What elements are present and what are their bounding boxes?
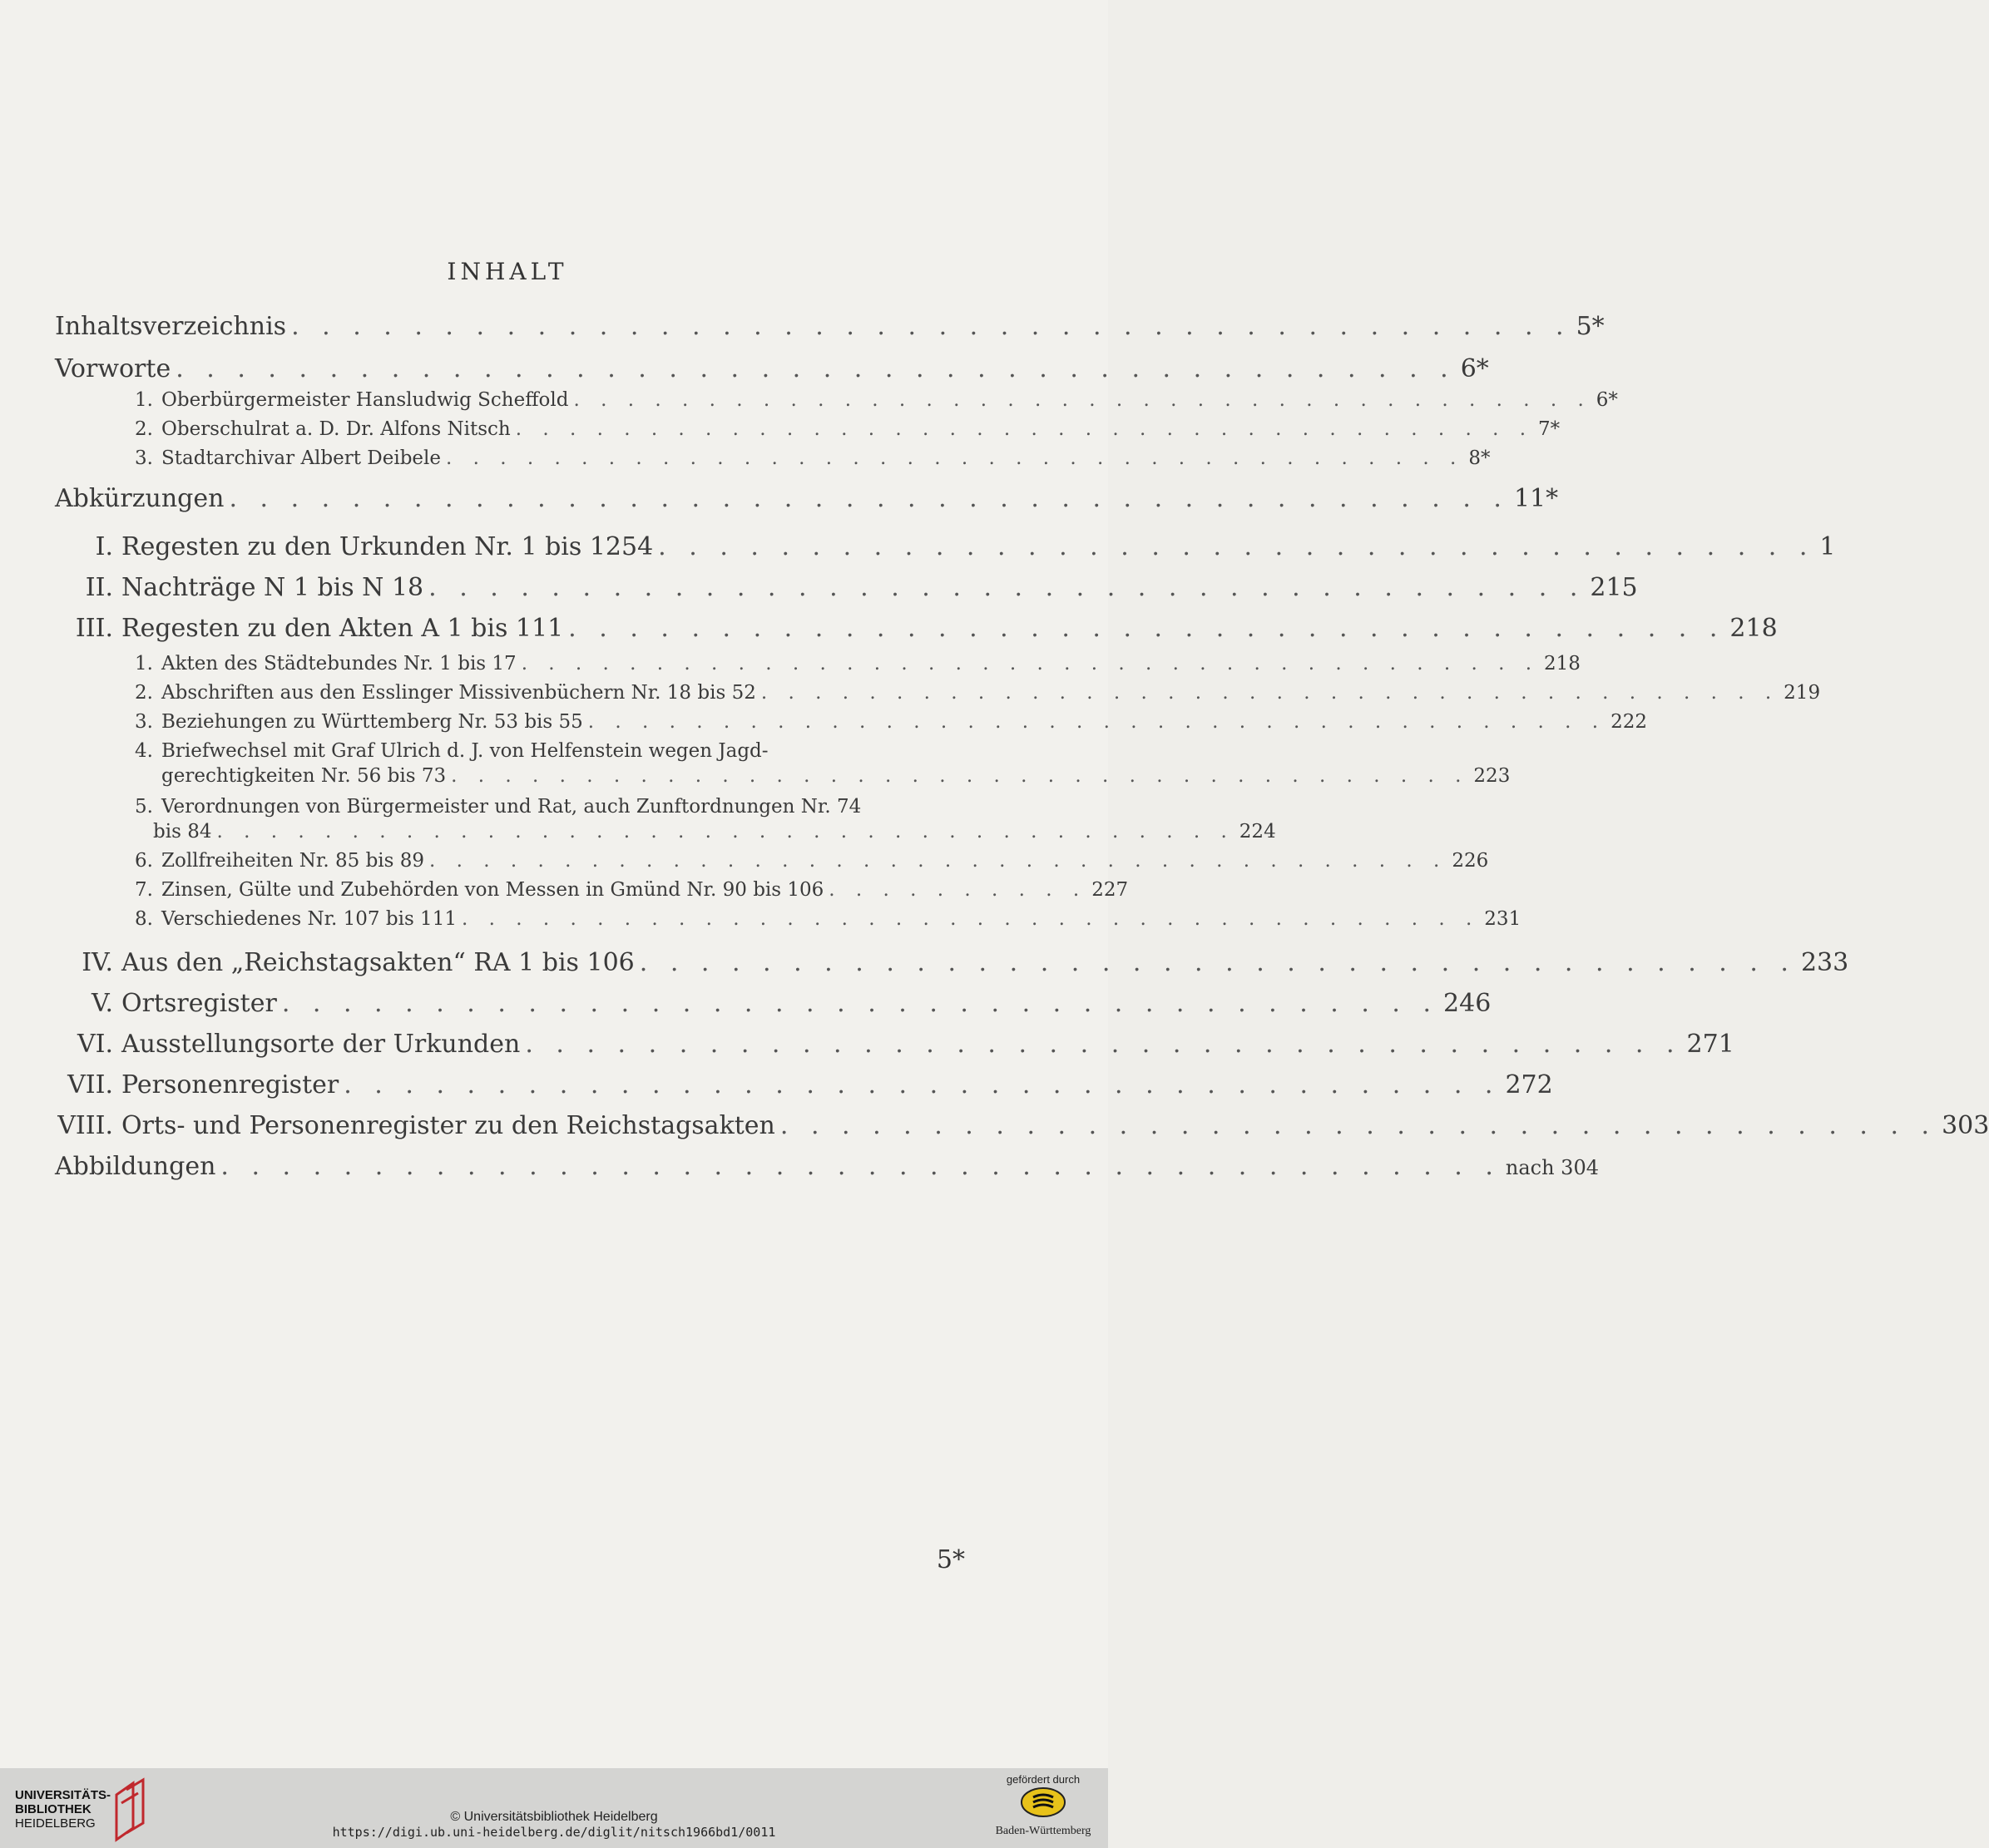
toc-entry (55, 484, 1559, 513)
toc-entry (120, 447, 1491, 469)
leader-dots: . . . . . . . . . . . . . . . . . . . . . . . . . . . . . . . . . . . . . . (568, 614, 1725, 643)
toc-entry-page: 219 (1784, 682, 1821, 704)
leader-dots: . . . . . . . . . . . . . . . . . . . . . . . . . . . . . . . . . . . . . . (429, 850, 1447, 872)
sponsor-label: gefördert durch (1006, 1773, 1081, 1786)
leader-dots: . . . . . . . . . . . . . . . . . . . . . . . . . . . . . . . . . . . . . . (525, 1030, 1682, 1059)
leader-dots: . . . . . . . . . . . . . . . . . . . . . . . . . . . . . . . . . . . . . . (779, 1111, 1937, 1140)
toc-entry-page: 226 (1452, 850, 1489, 872)
leader-dots: . . . . . . . . . . . . . . . . . . . . . . . . . . . . . . . . . . . . . . (515, 418, 1534, 440)
toc-entry-page: 227 (1091, 879, 1129, 901)
library-name-line1: UNIVERSITÄTS- (15, 1788, 111, 1802)
toc-entry-page: 11* (1513, 484, 1559, 513)
leader-dots: . . . . . . . . . . . . . . . . . . . . . . . . . . . . . . . . . . . . . . . . . . (229, 484, 1509, 513)
leader-dots: . . . . . . . . . . . . . . . . . . . . . . . . . . . . . . . . . . . . . . . . . . (220, 1152, 1501, 1181)
copyright-text: © Universitätsbibliothek Heidelberg (450, 1810, 658, 1824)
toc-entry-number: VII. (67, 1070, 113, 1099)
toc-entry-number: 5. (135, 796, 153, 818)
library-name-line3: HEIDELBERG (15, 1816, 96, 1831)
toc-entry-page: 215 (1590, 573, 1638, 602)
toc-entry-page: 1 (1819, 532, 1836, 561)
toc-entry (120, 908, 1521, 930)
toc-entry-page: 8* (1468, 447, 1491, 469)
toc-entry-page: 223 (1473, 765, 1511, 787)
toc-entry (55, 614, 1778, 643)
toc-entry-page: 7* (1538, 418, 1561, 440)
toc-entry-label: Zinsen, Gülte und Zubehörden von Messen in Gmünd Nr. 90 bis 106 (161, 879, 824, 901)
toc-entry-label: Nachträge N 1 bis N 18 (121, 573, 424, 602)
toc-entry (120, 879, 1129, 901)
toc-entry-page: 218 (1729, 614, 1778, 643)
toc-entry-label: Oberbürgermeister Hansludwig Scheffold (161, 389, 569, 411)
leader-dots: . . . . . . . . . . . . . . . . . . . . . . . . . . . . . . . . . . . . . . . . . . (176, 354, 1456, 383)
toc-entry-page: 6* (1596, 389, 1618, 411)
toc-entry-label: Verschiedenes Nr. 107 bis 111 (161, 908, 457, 930)
toc-entry (55, 1111, 1989, 1140)
toc-entry-label: Verordnungen von Bürgermeister und Rat, auch Zunftordnungen Nr. 74 (161, 796, 862, 818)
toc-entry-label: Abbildungen (55, 1152, 216, 1181)
toc-entry (120, 389, 1618, 411)
leader-dots: . . . . . . . . . . . . . . . . . . . . . . . . . . . . . . . . . . . . . . (587, 711, 1606, 733)
library-name-line2: BIBLIOTHEK (15, 1802, 92, 1816)
toc-entry-number: I. (95, 532, 113, 561)
toc-entry-label: Oberschulrat a. D. Dr. Alfons Nitsch (161, 418, 511, 440)
toc-entry (55, 1152, 1599, 1181)
toc-entry-label: Abschriften aus den Esslinger Missivenbüchern Nr. 18 bis 52 (161, 682, 756, 704)
toc-entry-continuation: bis 84 (153, 821, 212, 842)
toc-entry-number: II. (85, 573, 113, 602)
toc-entry (55, 948, 1849, 977)
sponsor-block (993, 1773, 1093, 1838)
toc-entry-page: 246 (1443, 989, 1492, 1018)
toc-entry-number: 3. (135, 447, 153, 469)
toc-entry-page: 222 (1610, 711, 1648, 733)
toc-entry (120, 653, 1581, 674)
toc-entry-number: 7. (135, 879, 153, 901)
toc-entry-first-line (120, 740, 769, 762)
toc-entry-page: 272 (1505, 1070, 1553, 1099)
leader-dots: . . . . . . . . . . . . . . . . . . . . . . . . . . . . . . . . . . . . . . (281, 989, 1439, 1018)
toc-entry-page: 271 (1686, 1030, 1734, 1059)
toc-entry (120, 418, 1561, 440)
toc-entry (153, 821, 1276, 842)
toc-entry (55, 989, 1492, 1018)
toc-entry (55, 1070, 1553, 1099)
leader-dots: . . . . . . . . . . . . . . . . . . . . . . . . . . . . . . . . . . . . . . (639, 948, 1796, 977)
toc-entry-page: nach 304 (1505, 1156, 1599, 1179)
toc-entry (161, 765, 1511, 787)
toc-entry-label: Personenregister (121, 1070, 339, 1099)
toc-entry-label: Stadtarchivar Albert Deibele (161, 447, 442, 469)
toc-entry-number: 4. (135, 740, 153, 762)
toc-entry-label: Regesten zu den Urkunden Nr. 1 bis 1254 (121, 532, 654, 561)
toc-entry-number: 2. (135, 418, 153, 440)
leader-dots: . . . . . . . . . . . . . . . . . . . . . . . . . . . . . . . . . . . . . . (461, 908, 1480, 930)
toc-entry-number: 3. (135, 711, 153, 733)
toc-entry-number: VIII. (57, 1111, 113, 1140)
leader-dots: . . . . . . . . . . . . . . . . . . . . . . . . . . . . . . . . . . . . . . (521, 653, 1540, 674)
toc-entry-page: 5* (1576, 312, 1605, 341)
toc-entry-label: Vorworte (55, 354, 171, 383)
toc-entry-label: Ortsregister (121, 989, 277, 1018)
toc-entry-label: Zollfreiheiten Nr. 85 bis 89 (161, 850, 425, 872)
toc-entry-page: 233 (1800, 948, 1849, 977)
leader-dots: . . . . . . . . . . . . . . . . . . . . . . . . . . . . . . . . . . . . . . (658, 532, 1815, 561)
state-coat-of-arms-icon (1018, 1786, 1068, 1819)
toc-entry-page: 303 (1942, 1111, 1989, 1140)
toc-entry-number: 8. (135, 908, 153, 930)
toc-entry (55, 1030, 1734, 1059)
toc-entry-label: Abkürzungen (55, 484, 225, 513)
leader-dots: . . . . . . . . . . . . . . . . . . . . . . . . . . . . . . . . . . . . . . (451, 765, 1469, 787)
permalink[interactable]: https://digi.ub.uni-heidelberg.de/diglit/nitsch1966bd1/0011 (332, 1825, 776, 1840)
leader-dots: . . . . . . . . . . . . . . . . . . . . . . . . . . . . . . . . . . . . . . . . . . (291, 312, 1571, 341)
toc-entry-number: V. (92, 989, 113, 1018)
toc-entry-number: III. (75, 614, 113, 643)
toc-entry-page: 218 (1544, 653, 1581, 674)
leader-dots: . . . . . . . . . . . . . . . . . . . . . . . . . . . . . . . . . . . . . . (216, 821, 1234, 842)
toc-entry-page: 224 (1239, 821, 1276, 842)
sponsor-name: Baden-Württemberg (995, 1825, 1091, 1837)
toc-entry-label: Aus den „Reichstagsakten“ RA 1 bis 106 (121, 948, 635, 977)
toc-entry-number: 1. (135, 389, 153, 411)
leader-dots: . . . . . . . . . . . . . . . . . . . . . . . . . . . . . . . . . . . . . . (344, 1070, 1501, 1099)
toc-entry-number: VI. (77, 1030, 113, 1059)
leader-dots: . . . . . . . . . . . . . . . . . . . . . . . . . . . . . . . . . . . . . . (760, 682, 1779, 704)
toc-entry (55, 573, 1638, 602)
toc-entry-number: IV. (82, 948, 113, 977)
toc-entry (120, 682, 1821, 704)
page-number: 5* (936, 1545, 965, 1574)
toc-entry-page: 231 (1484, 908, 1521, 930)
toc-entry-label: Ausstellungsorte der Urkunden (121, 1030, 521, 1059)
toc-entry (55, 312, 1605, 341)
toc-entry-first-line (120, 796, 861, 818)
footer-bar (0, 1768, 1108, 1848)
toc-entry (55, 354, 1489, 383)
leader-dots: . . . . . . . . . . . . . . . . . . . . . . . . . . . . . . . . . . . . . . (573, 389, 1591, 411)
toc-entry (120, 850, 1489, 872)
toc-entry-label: Orts- und Personenregister zu den Reichstagsakten (121, 1111, 775, 1140)
toc-entry-number: 6. (135, 850, 153, 872)
toc-entry-label: Briefwechsel mit Graf Ulrich d. J. von Helfenstein wegen Jagd- (161, 740, 769, 762)
leader-dots: . . . . . . . . . . . . . . . . . . . . . . . . . . . . . . . . . . . . . . (446, 447, 1464, 469)
toc-entry-label: Regesten zu den Akten A 1 bis 111 (121, 614, 564, 643)
toc-entry-label: Beziehungen zu Württemberg Nr. 53 bis 55 (161, 711, 583, 733)
toc-entry-page: 6* (1460, 354, 1489, 383)
leader-dots: . . . . . . . . . . . . . . . . . . . . . . . . . . . . . . . . . . . . . . (428, 573, 1586, 602)
toc-entry-continuation: gerechtigkeiten Nr. 56 bis 73 (161, 765, 447, 787)
leader-dots: . . . . . . . . . . (829, 879, 1087, 901)
toc-entry-number: 1. (135, 653, 153, 674)
toc-entry-label: Akten des Städtebundes Nr. 1 bis 17 (161, 653, 517, 674)
toc-entry (55, 532, 1836, 561)
toc-entry-number: 2. (135, 682, 153, 704)
copyright-block (0, 1810, 1108, 1840)
toc-heading: INHALT (447, 258, 568, 285)
toc-entry-label: Inhaltsverzeichnis (55, 312, 287, 341)
toc-entry (120, 711, 1648, 733)
